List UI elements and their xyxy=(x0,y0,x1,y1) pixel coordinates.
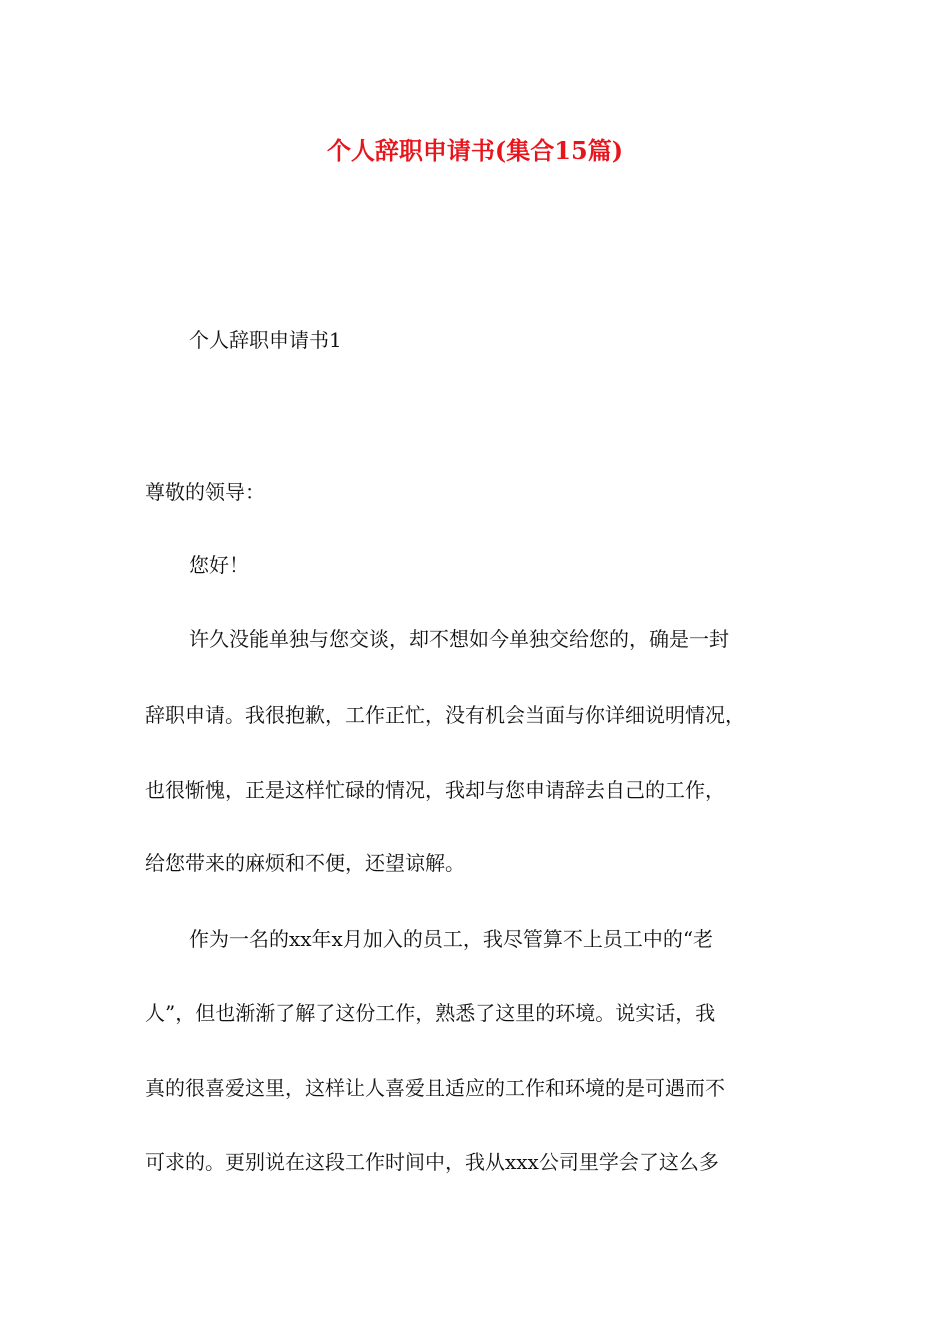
salutation: 尊敬的领导： xyxy=(145,480,265,504)
paragraph-2-line-2: 人”，但也渐渐了解了这份工作，熟悉了这里的环境。说实话，我 xyxy=(145,1001,716,1025)
paragraph-1-line-3: 也很惭愧，正是这样忙碌的情况，我却与您申请辞去自己的工作， xyxy=(145,778,725,802)
paragraph-2-line-4: 可求的。更别说在这段工作时间中，我从xxx公司里学会了这么多 xyxy=(145,1150,719,1174)
greeting: 您好！ xyxy=(189,553,249,577)
paragraph-1-line-2: 辞职申请。我很抱歉，工作正忙，没有机会当面与你详细说明情况， xyxy=(145,703,745,727)
paragraph-1-line-1: 许久没能单独与您交谈，却不想如今单独交给您的，确是一封 xyxy=(189,627,729,651)
section-heading: 个人辞职申请书1 xyxy=(189,328,342,352)
paragraph-2-line-3: 真的很喜爱这里，这样让人喜爱且适应的工作和环境的是可遇而不 xyxy=(145,1076,725,1100)
document-title: 个人辞职申请书(集合15篇) xyxy=(326,136,624,165)
paragraph-2-line-1: 作为一名的xx年x月加入的员工，我尽管算不上员工中的“老 xyxy=(189,927,714,951)
paragraph-1-line-4: 给您带来的麻烦和不便，还望谅解。 xyxy=(145,851,465,875)
